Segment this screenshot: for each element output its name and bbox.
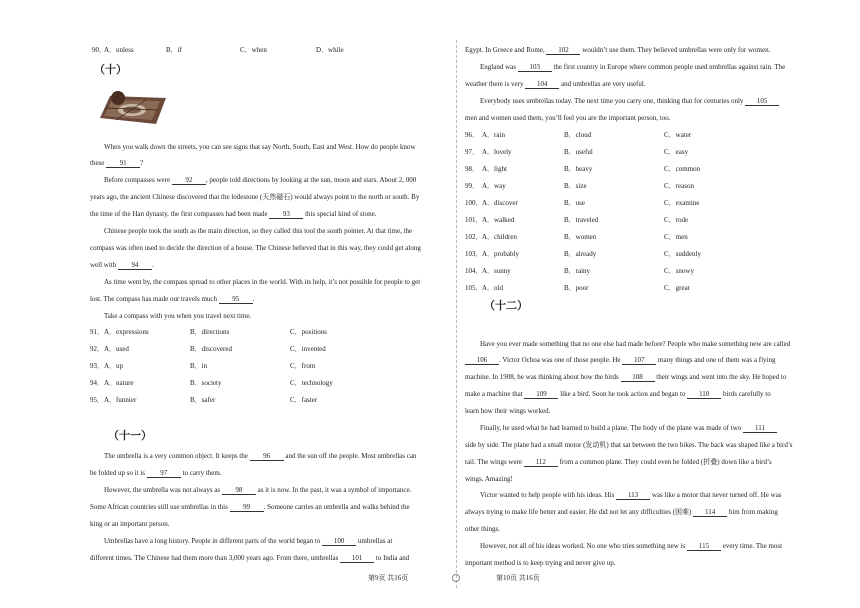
section-heading-12: （十二） <box>484 300 528 312</box>
answer-blank[interactable]: 94 <box>118 261 152 270</box>
answer-blank[interactable]: 105 <box>745 97 779 106</box>
passage-line: important method is to keep trying and never give up. <box>465 559 616 567</box>
option-a[interactable]: A．way <box>482 182 506 190</box>
passage-line <box>480 491 782 500</box>
option-c[interactable]: C．positions <box>290 328 327 336</box>
passage-line: side by side. The plane had a small motor (发动机) that sat between the two bikes. The back was shaped like a bird’s <box>465 441 793 449</box>
passage-text: However, the umbrella was not always as <box>104 486 222 494</box>
passage-text: weather there is very <box>465 80 526 88</box>
question-number: 103． <box>465 250 483 258</box>
passage-text: tail. The wings were <box>465 458 524 466</box>
passage-text: birds carefully to <box>721 390 771 398</box>
passage-line: Take a compass with you when you travel next time. <box>104 312 252 320</box>
q90-option-d: D．while <box>316 46 344 54</box>
passage-text: these <box>90 159 107 167</box>
answer-blank[interactable]: 108 <box>621 373 655 382</box>
answer-blank[interactable]: 102 <box>546 46 580 55</box>
option-b[interactable]: B．heavy <box>564 165 593 173</box>
answer-blank[interactable]: 110 <box>687 390 721 399</box>
passage-text: and umbrellas are very useful. <box>559 80 646 88</box>
option-b[interactable]: B．rainy <box>564 267 591 275</box>
answer-blank[interactable]: 104 <box>525 80 559 89</box>
passage-line <box>104 486 411 495</box>
option-a[interactable]: A．discover <box>482 199 518 207</box>
page-number-right: 第10页 共16页 <box>496 574 540 582</box>
passage-line: When you walk down the streets, you can see signs that say North, South, East and West. How do people know <box>104 143 416 151</box>
passage-text: their wings and went into the sky. He hoped to <box>654 373 787 381</box>
passage-text: to carry them. <box>180 469 222 477</box>
question-number: 96． <box>465 131 479 139</box>
option-b[interactable]: B．poor <box>564 284 589 292</box>
passage-text: The umbrella is a very common object. It keeps the <box>104 452 250 460</box>
option-b[interactable]: B．use <box>564 199 585 207</box>
passage-text: Finally, he used what he had learned to build a plane. The body of the plane was made of two <box>480 424 744 432</box>
passage-text: always trying to make life better and easier. He did not let any difficulties (困难) <box>465 508 694 516</box>
answer-blank[interactable]: 96 <box>250 452 284 461</box>
question-number: 95． <box>90 396 104 404</box>
passage-line <box>90 159 143 168</box>
answer-blank[interactable]: 115 <box>687 542 721 551</box>
option-c[interactable]: C．from <box>290 362 316 370</box>
passage-line: king or an important person. <box>90 520 170 528</box>
option-a[interactable]: A．light <box>482 165 507 173</box>
passage-text: Egypt. In Greece and Rome, <box>465 46 547 54</box>
question-number: 102． <box>465 233 483 241</box>
passage-text: the time of the Han dynasty, the first compasses had been made <box>90 210 270 218</box>
passage-text: lost. The compass has made our travels much <box>90 295 219 303</box>
option-b[interactable]: B．traveled <box>564 216 599 224</box>
passage-line <box>90 210 376 219</box>
option-b[interactable]: B．in <box>190 362 208 370</box>
question-number: 101． <box>465 216 483 224</box>
question-number: 93． <box>90 362 104 370</box>
passage-line <box>480 97 779 106</box>
option-c[interactable]: C．water <box>664 131 692 139</box>
answer-blank[interactable]: 99 <box>230 503 264 512</box>
option-b[interactable]: B．discovered <box>190 345 232 353</box>
passage-text: different times. The Chinese had them more than 3,000 years ago. From there, umbrellas <box>90 554 341 562</box>
answer-blank[interactable]: 109 <box>524 390 558 399</box>
option-a[interactable]: A．old <box>482 284 503 292</box>
passage-text: . Someone carries an umbrella and walks behind the <box>263 503 410 511</box>
passage-line <box>465 80 646 89</box>
answer-blank[interactable]: 93 <box>269 210 303 219</box>
section-heading-11: （十一） <box>108 430 152 442</box>
option-c[interactable]: C．suddenly <box>664 250 701 258</box>
passage-text: Everybody uses umbrellas today. The next time you carry one, thinking that for centuries only <box>480 97 746 105</box>
option-b[interactable]: B．society <box>190 379 222 387</box>
option-b[interactable]: B．already <box>564 250 597 258</box>
question-number: 104． <box>465 267 483 275</box>
answer-blank[interactable]: 106 <box>465 356 499 365</box>
passage-line: wings. Amazing! <box>465 475 513 483</box>
passage-line: learn how their wings worked. <box>465 407 551 415</box>
passage-text: make a machine that <box>465 390 525 398</box>
passage-text: Some African countries still use umbrellas in this <box>90 503 230 511</box>
option-b[interactable]: B．women <box>564 233 597 241</box>
option-a[interactable]: A．children <box>482 233 517 241</box>
option-a[interactable]: A．funnier <box>104 396 137 404</box>
question-number: 105． <box>465 284 483 292</box>
q90-option-b: B．if <box>166 46 182 54</box>
passage-text: this special kind of stone. <box>303 210 377 218</box>
option-c[interactable]: C．great <box>664 284 690 292</box>
option-c[interactable]: C．rode <box>664 216 689 224</box>
question-number: 97． <box>465 148 479 156</box>
option-a[interactable]: A．probably <box>482 250 519 258</box>
option-b[interactable]: B．useful <box>564 148 593 156</box>
passage-line: Have you ever made something that no one else had made before? People who make something new are called <box>480 340 791 348</box>
question-number: 92． <box>90 345 104 353</box>
option-c[interactable]: C．invented <box>290 345 326 353</box>
passage-line: As time went by, the compass spread to other places in the world. With its help, it’s not possible for people to get <box>104 278 421 286</box>
answer-blank[interactable]: 95 <box>219 295 253 304</box>
passage-text: wouldn’t use them. They believed umbrellas were only for women. <box>580 46 771 54</box>
option-c[interactable]: C．common <box>664 165 701 173</box>
passage-text: Before compasses were <box>104 176 172 184</box>
option-a[interactable]: A．lovely <box>482 148 512 156</box>
option-b[interactable]: B．size <box>564 182 587 190</box>
page-number-left: 第9页 共16页 <box>368 574 409 582</box>
passage-line <box>90 469 222 478</box>
option-a[interactable]: A．used <box>104 345 129 353</box>
passage-line: other things. <box>465 525 500 533</box>
question-number: 91． <box>90 328 104 336</box>
passage-line <box>465 458 772 467</box>
passage-text: Victor wanted to help people with his ideas. His <box>480 491 617 499</box>
option-a[interactable]: A．up <box>104 362 124 370</box>
passage-line: compass was often used to decide the direction of a house. The Chinese believed that in this way, they could get along <box>90 244 421 252</box>
answer-blank[interactable]: 112 <box>524 458 558 467</box>
passage-line <box>90 554 409 563</box>
passage-text: him from making <box>727 508 778 516</box>
passage-text: as it is now. In the past, it was a symbol of importance. <box>255 486 412 494</box>
passage-text: . Victor Ochoa was one of those people. He <box>499 356 623 364</box>
section-heading-10: （十） <box>94 64 127 76</box>
passage-line <box>104 537 392 546</box>
answer-blank[interactable]: 114 <box>693 508 727 517</box>
passage-text: from a common plane. They could even be folded (折叠) down like a bird’s <box>557 458 772 466</box>
passage-text: and the sun off the people. Most umbrellas can <box>283 452 417 460</box>
option-a[interactable]: A．rain <box>482 131 505 139</box>
answer-blank[interactable]: 101 <box>340 554 374 563</box>
question-number: 98． <box>465 165 479 173</box>
option-c[interactable]: C．men <box>664 233 688 241</box>
passage-text: be folded up so it is <box>90 469 147 477</box>
answer-blank[interactable]: 98 <box>222 486 256 495</box>
passage-line <box>465 508 778 517</box>
passage-text: umbrellas at <box>356 537 393 545</box>
answer-blank[interactable]: 107 <box>622 356 656 365</box>
page-divider <box>456 40 457 588</box>
passage-line: years ago, the ancient Chinese discovered that the lodestone (天然磁石) would always point to the north or south. By <box>90 193 420 201</box>
passage-line <box>104 452 416 461</box>
center-mark <box>452 574 460 582</box>
passage-line <box>465 356 775 365</box>
passage-text: was like a motor that never turned off. He was <box>650 491 782 499</box>
passage-line <box>465 46 770 55</box>
passage-line <box>465 390 771 399</box>
q90-option-a: A．unless <box>104 46 134 54</box>
passage-text: machine. In 1908, he was thinking about how the birds <box>465 373 621 381</box>
answer-blank[interactable]: 97 <box>147 469 181 478</box>
passage-text: like a bird. Soon he took action and began to <box>558 390 688 398</box>
passage-line <box>480 63 785 72</box>
option-b[interactable]: B．cloud <box>564 131 592 139</box>
passage-text: well with <box>90 261 118 269</box>
question-number: 100． <box>465 199 483 207</box>
passage-line <box>90 261 154 270</box>
passage-text: . <box>252 295 255 303</box>
passage-text: . <box>152 261 154 269</box>
passage-line <box>480 424 777 433</box>
passage-text: However, not all of his ideas worked. No one who tries something new is <box>480 542 687 550</box>
passage-line: men and women used them, you’ll feel you are the important person, too. <box>465 114 671 122</box>
option-c[interactable]: C．technology <box>290 379 333 387</box>
option-a[interactable]: A．nature <box>104 379 134 387</box>
passage-text: to India and <box>374 554 410 562</box>
compass-image <box>96 88 170 128</box>
option-a[interactable]: A．sunny <box>482 267 511 275</box>
passage-text: , people told directions by looking at the sun, moon and stars. About 2, 000 <box>205 176 417 184</box>
option-c[interactable]: C．snowy <box>664 267 694 275</box>
option-a[interactable]: A．expressions <box>104 328 149 336</box>
option-b[interactable]: B．directions <box>190 328 230 336</box>
passage-text: England was <box>480 63 518 71</box>
passage-line: Chinese people took the south as the main direction, so they called this tool the south pointer. At that time, the <box>104 227 413 235</box>
passage-text: every time. The most <box>720 542 783 550</box>
passage-text: the first country in Europe where common people used umbrellas against rain. The <box>551 63 786 71</box>
passage-line <box>104 176 416 185</box>
passage-text: Umbrellas have a long history. People in different parts of the world began to <box>104 537 323 545</box>
option-c[interactable]: C．reason <box>664 182 694 190</box>
option-c[interactable]: C．examine <box>664 199 700 207</box>
q90-option-c: C．when <box>240 46 267 54</box>
option-b[interactable]: B．safer <box>190 396 216 404</box>
question-number: 99． <box>465 182 479 190</box>
answer-blank[interactable]: 113 <box>616 491 650 500</box>
question-number: 94． <box>90 379 104 387</box>
passage-line <box>480 542 782 551</box>
option-c[interactable]: C．easy <box>664 148 689 156</box>
passage-line <box>465 373 786 382</box>
passage-line <box>90 295 255 304</box>
answer-blank[interactable]: 103 <box>518 63 552 72</box>
answer-blank[interactable]: 91 <box>106 159 140 168</box>
question-90: 90． <box>92 46 106 54</box>
answer-blank[interactable]: 92 <box>172 176 206 185</box>
answer-blank[interactable]: 100 <box>322 537 356 546</box>
passage-text: ? <box>140 159 144 167</box>
option-a[interactable]: A．walked <box>482 216 515 224</box>
option-c[interactable]: C．faster <box>290 396 318 404</box>
answer-blank[interactable]: 111 <box>743 424 777 433</box>
passage-line <box>90 503 410 512</box>
passage-text: many things and one of them was a flying <box>656 356 776 364</box>
